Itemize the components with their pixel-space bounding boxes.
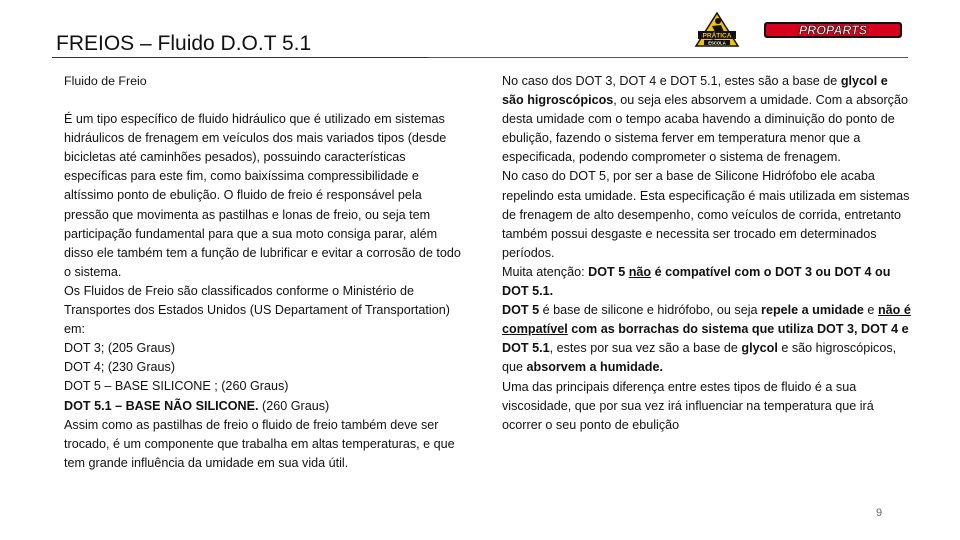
dot51-bold-text: DOT 5.1 – BASE NÃO SILICONE. [64, 398, 259, 413]
fluid-definition-paragraph: É um tipo específico de fluido hidráulico que é utilizado em sistemas hidráulicos de frenagem em veículos dos mais variados tipos (desde bicicletas até caminhões pesados), possuindo características específicas para este fim, como baixíssima compressibilidade e altíssimo ponto de ebulição. O fluido de freio é responsável pela pressão que movimenta as pastilhas e lonas de freio, ou seja tem participação fundamental para que a sua moto consiga parar, além disso ele também tem a função de lubrificar e evitar a corrosão de todo o sistema. [64, 112, 461, 279]
logo-badge-text: PRÁTICA [702, 32, 732, 40]
classification-paragraph: Os Fluidos de Freio são classificados conforme o Ministério de Transportes dos Estados Unidos (US Departament of Transportation) em: [64, 283, 450, 337]
text-span: e [863, 303, 878, 318]
replacement-paragraph: Assim como as pastilhas de freio o fluido de freio também deve ser trocado, é um componente que trabalha em altas temperaturas, e que tem grande influência da umidade em sua vida útil. [64, 417, 455, 470]
text-span: e são higroscópicos, que [502, 341, 897, 375]
bold-span: é compatível com o DOT 3 ou DOT 4 ou DOT 5.1. [502, 264, 891, 299]
section-heading: Fluido de Freio [64, 74, 147, 88]
pratica-escola-logo [694, 12, 740, 48]
text-span: Muita atenção: [502, 264, 589, 279]
header-divider [428, 57, 908, 58]
right-column [502, 72, 912, 435]
proparts-logo [762, 20, 904, 40]
bold-span: repele a umidade [761, 303, 864, 318]
text-span: é base de silicone e hidrófobo, ou seja [539, 303, 762, 318]
glycol-paragraph [502, 72, 912, 167]
text-span: , ou seja eles absorvem a umidade. Com a absorção desta umidade com o tempo acaba havendo a diminuição do ponto de ebulição, fazendo o sistema ferver em temperatura menor que a especificada, podendo comprometer o sistema de frenagem. [502, 93, 908, 165]
proparts-logo-text: PROPARTS [798, 23, 868, 38]
dot3-line: DOT 3; (205 Graus) [64, 341, 176, 356]
bold-span: DOT 5 [588, 264, 629, 279]
bold-span: glycol e são higroscópicos [502, 74, 888, 108]
dot5-line: DOT 5 – BASE SILICONE ; (260 Graus) [64, 379, 289, 394]
dot4-line: DOT 4; (230 Graus) [64, 360, 176, 375]
dot5-compatibility-paragraph [502, 301, 912, 377]
attention-paragraph [502, 263, 912, 301]
dot51-line [64, 397, 466, 416]
silicone-paragraph: No caso do DOT 5, por ser a base de Silicone Hidrófobo ele acaba repelindo esta umidade. Esta especificação é mais utilizada em sistemas de frenagem de alto desempenho, como veículos de corrida, entretanto também possui desgaste e necessita ser trocado em determinados períodos. [502, 169, 910, 260]
bold-span: com as borrachas do sistema que utiliza DOT 3, DOT 4 e DOT 5.1 [502, 322, 909, 356]
text-span: No caso dos DOT 3, DOT 4 e DOT 5.1, estes são a base de [502, 74, 841, 88]
slide-title: FREIOS – Fluido D.O.T 5.1 [56, 32, 312, 55]
text-span: , estes por sua vez são a base de [549, 341, 742, 356]
bold-span: DOT 5 [502, 303, 540, 318]
logo-badge-subtext: ESCOLA [708, 40, 726, 46]
bold-span: glycol [741, 341, 778, 356]
left-column [64, 72, 466, 473]
bold-span: absorvem a humidade. [526, 360, 663, 375]
dot51-rest-text: (260 Graus) [258, 398, 330, 413]
title-underline [52, 57, 428, 58]
underlined-bold-span: não [628, 264, 652, 279]
underlined-bold-span: não é compatível [502, 303, 911, 337]
viscosity-paragraph: Uma das principais diferença entre estes tipos de fluido é a sua viscosidade, que por sua vez irá influenciar na temperatura que irá ocorrer o seu ponto de ebulição [502, 379, 874, 432]
page-number: 9 [876, 507, 883, 519]
